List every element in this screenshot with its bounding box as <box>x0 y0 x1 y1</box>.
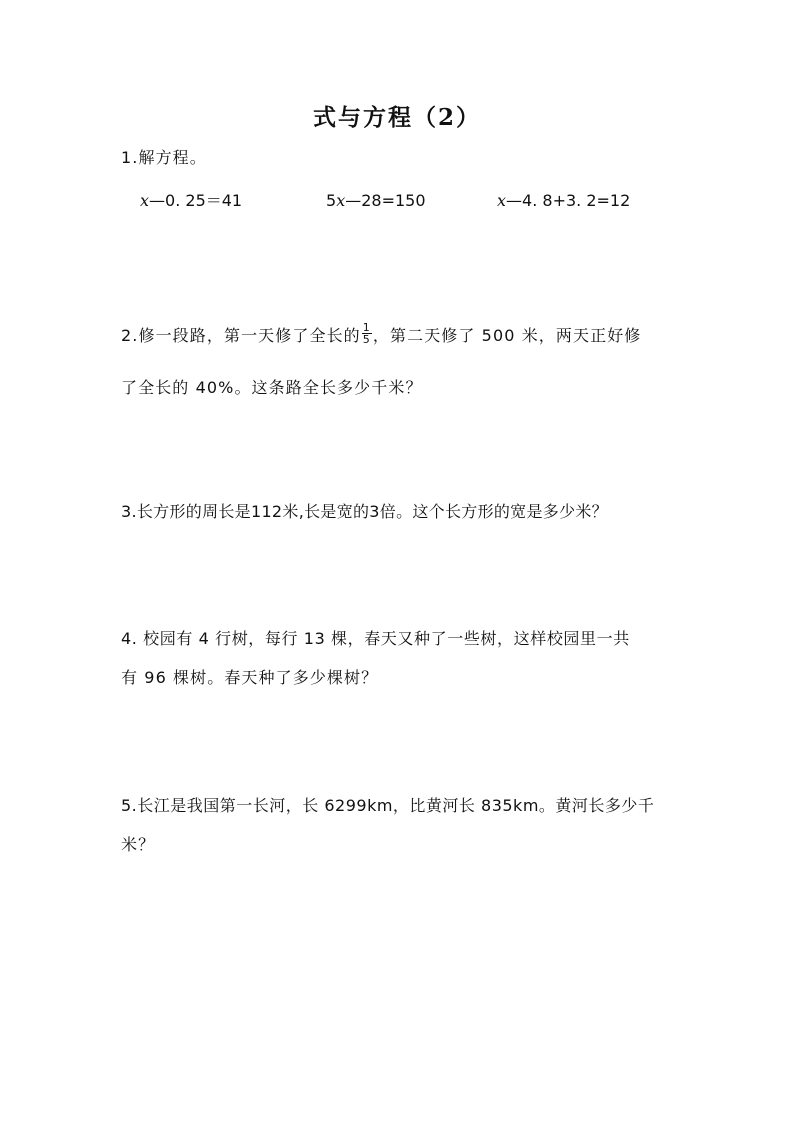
fraction-one-fifth <box>362 322 372 345</box>
fraction-numerator: 1 <box>362 321 371 334</box>
equation-2-coefficient: 5 <box>326 191 337 210</box>
equation-1-rest: —0. 25＝41 <box>149 191 243 210</box>
question-2-text-after-fraction: ，第二天修了 500 米，两天正好修 <box>372 326 642 345</box>
fraction-denominator: 5 <box>362 333 371 346</box>
question-3-line-1: 3.长方形的周长是112米,长是宽的3倍。这个长方形的宽是多少米？ <box>121 502 608 521</box>
question-4-line-1: 4. 校园有 4 行树，每行 13 棵，春天又种了一些树，这样校园里一共 <box>121 629 630 648</box>
page-title: 式与方程（2） <box>312 104 481 131</box>
equation-1-variable: x <box>140 191 150 210</box>
equation-2 <box>326 189 426 213</box>
question-1-label: 1.解方程。 <box>121 148 207 167</box>
question-2-line-1 <box>121 321 642 348</box>
equation-3-variable: x <box>497 191 507 210</box>
question-5-line-1: 5.长江是我国第一长河，长 6299km，比黄河长 835km。黄河长多少千 <box>121 796 655 815</box>
equation-2-variable: x <box>336 191 346 210</box>
equation-1 <box>140 189 242 213</box>
question-5-line-2: 米？ <box>121 835 156 854</box>
equation-2-rest: —28=150 <box>345 191 426 210</box>
equation-3-rest: —4. 8+3. 2=12 <box>506 191 631 210</box>
equation-3 <box>497 189 630 213</box>
question-2-text-before-fraction: 2.修一段路，第一天修了全长的 <box>121 326 361 345</box>
question-4-line-2: 有 96 棵树。春天种了多少棵树？ <box>121 668 379 687</box>
question-2-line-2: 了全长的 40%。这条路全长多少千米？ <box>121 378 423 397</box>
